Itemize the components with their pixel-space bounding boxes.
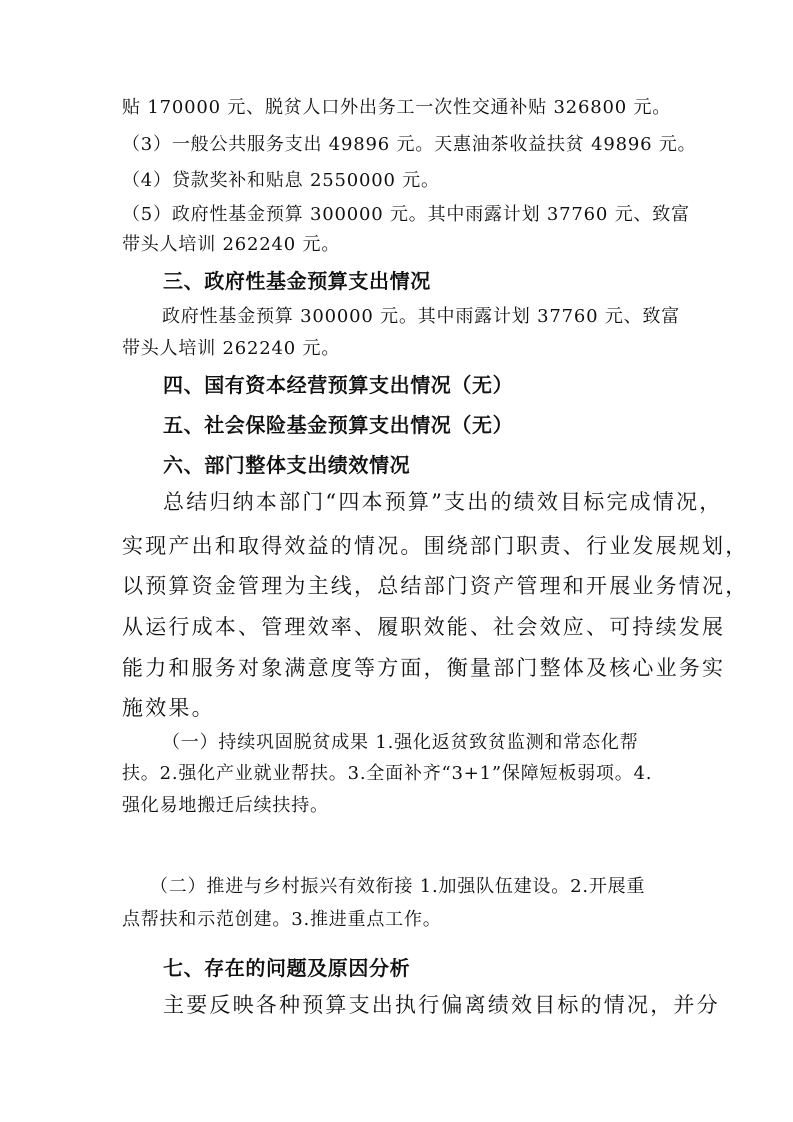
section-six-para-line: 实现产出和取得效益的情况。围绕部门职责、行业发展规划， — [122, 534, 749, 558]
subsection-one-line: （一）持续巩固脱贫成果 1.强化返贫致贫监测和常态化帮 — [162, 732, 639, 753]
item-3-public-service: （3）一般公共服务支出 49896 元。天惠油茶收益扶贫 49896 元。 — [122, 134, 697, 155]
section-four-heading: 四、国有资本经营预算支出情况（无） — [163, 373, 514, 397]
section-seven-heading: 七、存在的问题及原因分析 — [163, 956, 411, 980]
section-seven-line1: 主要反映各种预算支出执行偏离绩效目标的情况，并分 — [163, 993, 720, 1017]
section-six-para-line: 从运行成本、管理效率、履职效能、社会效应、可持续发展 — [122, 615, 726, 639]
section-three-heading: 三、政府性基金预算支出情况 — [163, 269, 431, 293]
item-5-fund-budget-line2: 带头人培训 262240 元。 — [122, 234, 341, 255]
subsidy-line: 贴 170000 元、脱贫人口外出务工一次性交通补贴 326800 元。 — [122, 97, 672, 118]
subsection-two-line: （二）推进与乡村振兴有效衔接 1.加强队伍建设。2.开展重 — [150, 876, 646, 897]
section-six-para-line: 以预算资金管理为主线，总结部门资产管理和开展业务情况， — [122, 574, 749, 598]
section-three-line1: 政府性基金预算 300000 元。其中雨露计划 37760 元、致富 — [162, 306, 681, 327]
section-six-heading: 六、部门整体支出绩效情况 — [163, 453, 411, 477]
subsection-one-line: 扶。2.强化产业就业帮扶。3.全面补齐“3+1”保障短板弱项。4. — [122, 763, 653, 784]
subsection-two-line: 点帮扶和示范创建。3.推进重点工作。 — [122, 909, 442, 930]
section-six-para-line: 能力和服务对象满意度等方面，衡量部门整体及核心业务实 — [122, 656, 726, 680]
section-five-heading: 五、社会保险基金预算支出情况（无） — [163, 413, 514, 437]
item-4-loan-subsidy: （4）贷款奖补和贴息 2550000 元。 — [122, 170, 440, 191]
section-six-para-line: 施效果。 — [122, 696, 215, 720]
section-six-para-line: 总结归纳本部门“四本预算”支出的绩效目标完成情况， — [163, 490, 723, 514]
section-three-line2: 带头人培训 262240 元。 — [122, 338, 341, 359]
subsection-one-line: 强化易地搬迁后续扶持。 — [122, 795, 329, 816]
item-5-fund-budget-line1: （5）政府性基金预算 300000 元。其中雨露计划 37760 元、致富 — [122, 204, 690, 225]
